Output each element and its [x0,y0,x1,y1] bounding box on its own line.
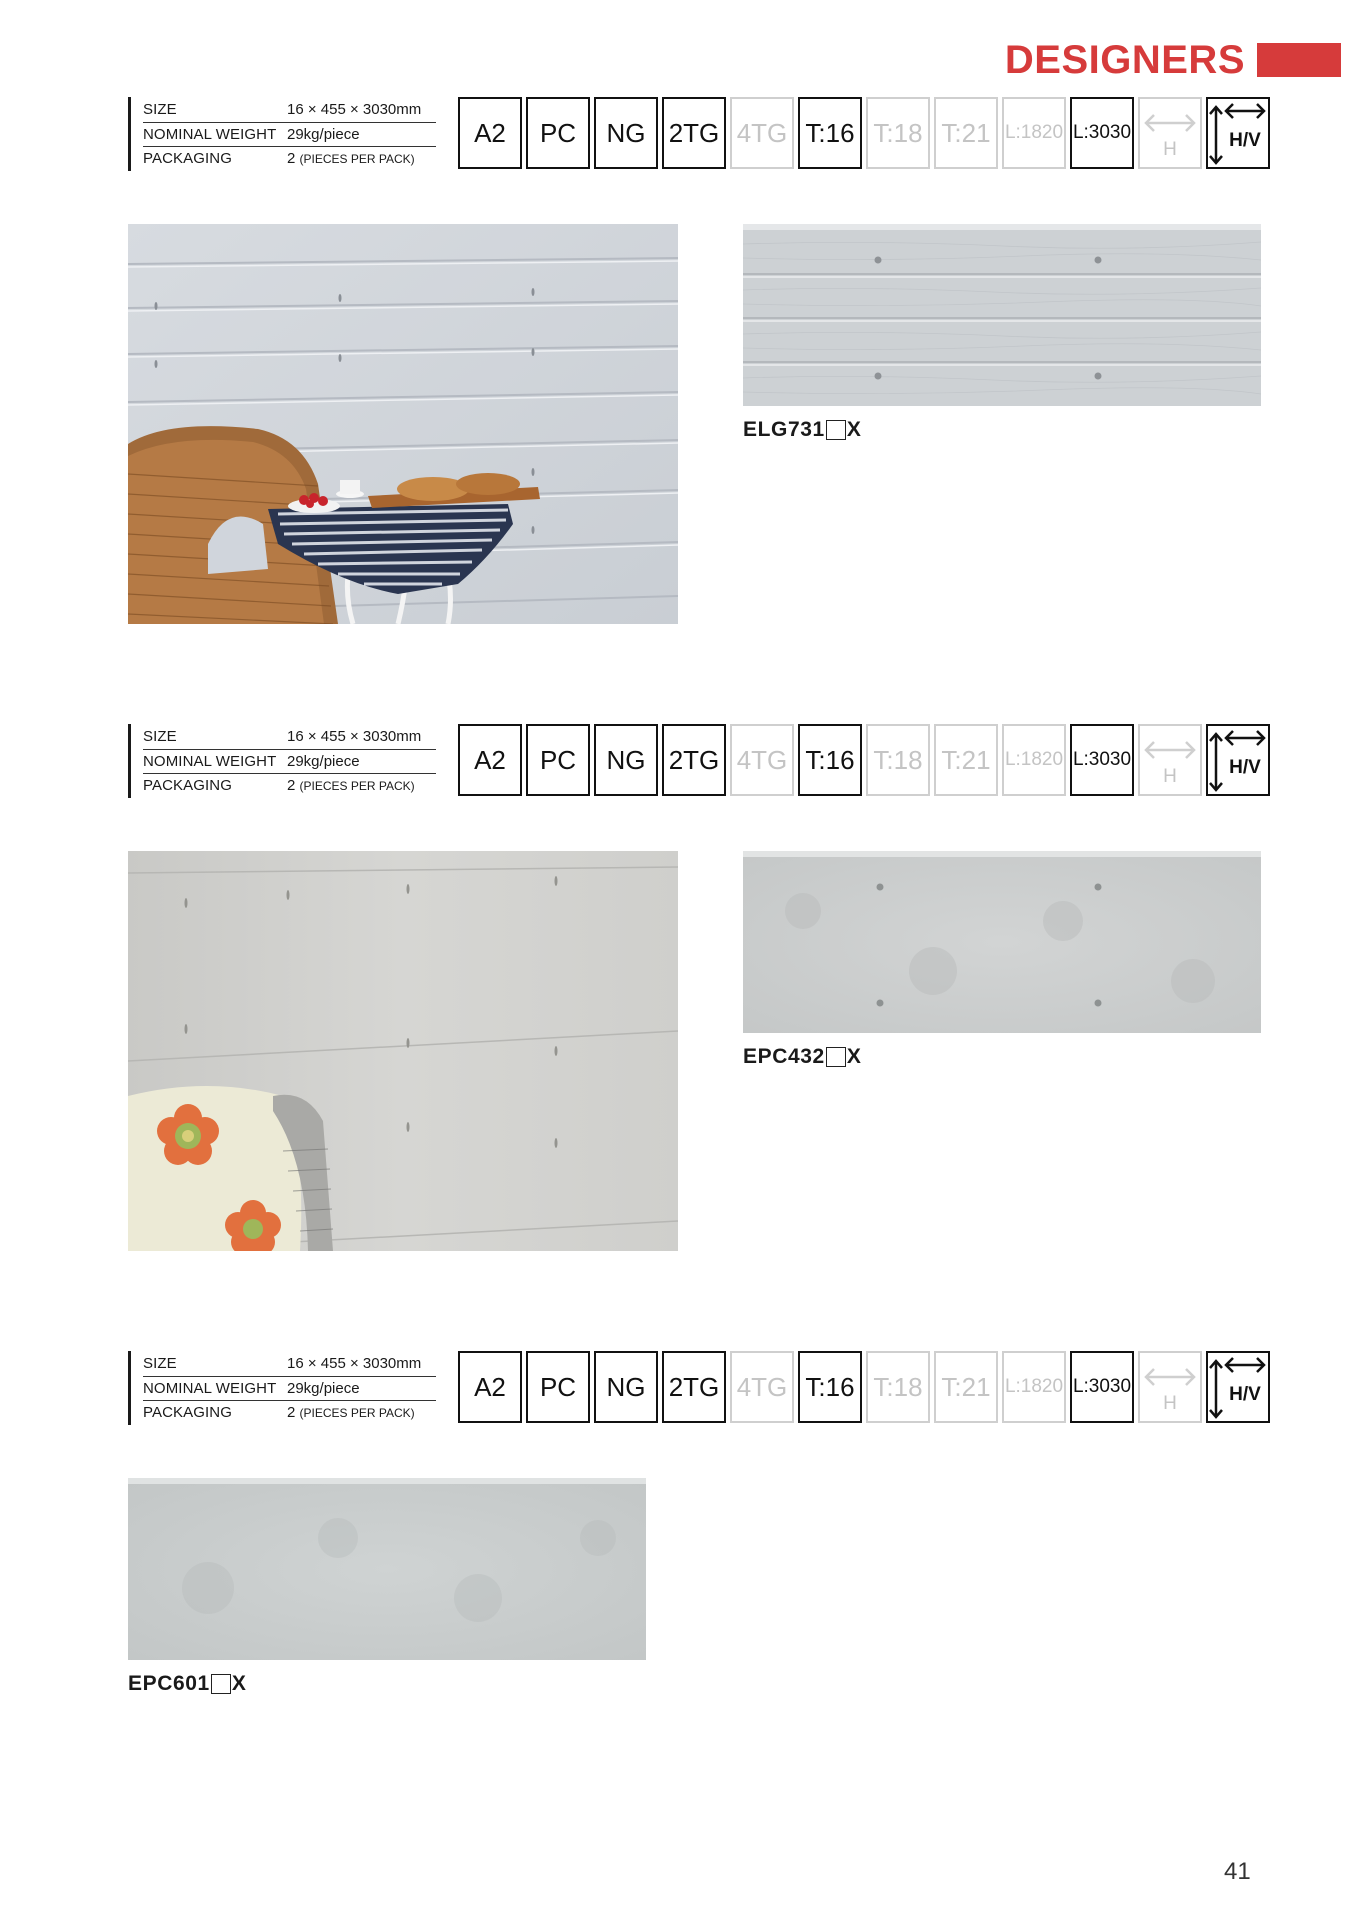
badge-t16: T:16 [798,97,862,169]
spec-row-weight: NOMINAL WEIGHT 29kg/piece [143,1376,436,1401]
hv-arrows-icon [1208,99,1268,167]
badge-l1820: L:1820 [1002,1351,1066,1423]
badge-t16: T:16 [798,724,862,796]
badge-l3030: L:3030 [1070,724,1134,796]
page-number: 41 [1224,1858,1251,1885]
badge-ng: NG [594,1351,658,1423]
spec-badges [458,1351,1274,1423]
svg-text:H/V: H/V [1229,1384,1261,1405]
badge-a2: A2 [458,1351,522,1423]
spec-row-packaging: PACKAGING 2 (PIECES PER PACK) [143,773,436,798]
badge-4tg: 4TG [730,724,794,796]
product-code-epc601: EPC601 X [128,1672,247,1695]
badge-pc: PC [526,97,590,169]
swatch-elg731 [743,224,1261,406]
spec-row-packaging: PACKAGING 2 (PIECES PER PACK) [143,1400,436,1425]
badge-t18: T:18 [866,1351,930,1423]
product-code-elg731: ELG731 X [743,418,862,441]
badge-l1820: L:1820 [1002,724,1066,796]
svg-text:H/V: H/V [1229,130,1261,151]
room-photo-concrete-wall [128,851,678,1251]
variant-box [826,1047,846,1067]
brand-accent-bar [1257,43,1341,77]
spec-row-weight: NOMINAL WEIGHT 29kg/piece [143,122,436,147]
badge-t21: T:21 [934,1351,998,1423]
badge-horizontal [1138,724,1202,796]
badge-l1820: L:1820 [1002,97,1066,169]
svg-text:H/V: H/V [1229,757,1261,778]
spec-row-size: SIZE 16 × 455 × 3030mm [143,1354,422,1372]
badge-horizontal-vertical [1206,724,1270,796]
swatch-epc601 [128,1478,646,1660]
badge-2tg: 2TG [662,97,726,169]
room-photo-wood-siding [128,224,678,624]
badge-t21: T:21 [934,97,998,169]
horizontal-arrow-icon [1140,726,1200,794]
badge-a2: A2 [458,724,522,796]
badge-horizontal-vertical [1206,1351,1270,1423]
badge-horizontal-vertical [1206,97,1270,169]
spec-badges [458,97,1274,169]
hv-arrows-icon [1208,726,1268,794]
svg-text:H: H [1163,766,1177,787]
svg-text:H: H [1163,1393,1177,1414]
spec-row-weight: NOMINAL WEIGHT 29kg/piece [143,749,436,774]
spec-row-size: SIZE 16 × 455 × 3030mm [143,100,422,118]
spec-table [128,97,436,171]
variant-box [826,420,846,440]
badge-horizontal [1138,1351,1202,1423]
badge-pc: PC [526,1351,590,1423]
badge-t18: T:18 [866,97,930,169]
product-code-epc432: EPC432 X [743,1045,862,1068]
badge-horizontal [1138,97,1202,169]
variant-box [211,1674,231,1694]
badge-t16: T:16 [798,1351,862,1423]
badge-a2: A2 [458,97,522,169]
spec-table [128,724,436,798]
spec-row-packaging: PACKAGING 2 (PIECES PER PACK) [143,146,436,171]
spec-badges [458,724,1274,796]
badge-2tg: 2TG [662,724,726,796]
badge-l3030: L:3030 [1070,1351,1134,1423]
badge-t21: T:21 [934,724,998,796]
spec-table [128,1351,436,1425]
horizontal-arrow-icon [1140,1353,1200,1421]
badge-l3030: L:3030 [1070,97,1134,169]
svg-text:H: H [1163,139,1177,160]
badge-4tg: 4TG [730,97,794,169]
hv-arrows-icon [1208,1353,1268,1421]
badge-pc: PC [526,724,590,796]
badge-ng: NG [594,724,658,796]
badge-ng: NG [594,97,658,169]
badge-t18: T:18 [866,724,930,796]
horizontal-arrow-icon [1140,99,1200,167]
brand-title: DESIGNERS [1004,38,1245,82]
badge-4tg: 4TG [730,1351,794,1423]
brand-header [1005,38,1341,82]
badge-2tg: 2TG [662,1351,726,1423]
swatch-epc432 [743,851,1261,1033]
spec-row-size: SIZE 16 × 455 × 3030mm [143,727,422,745]
